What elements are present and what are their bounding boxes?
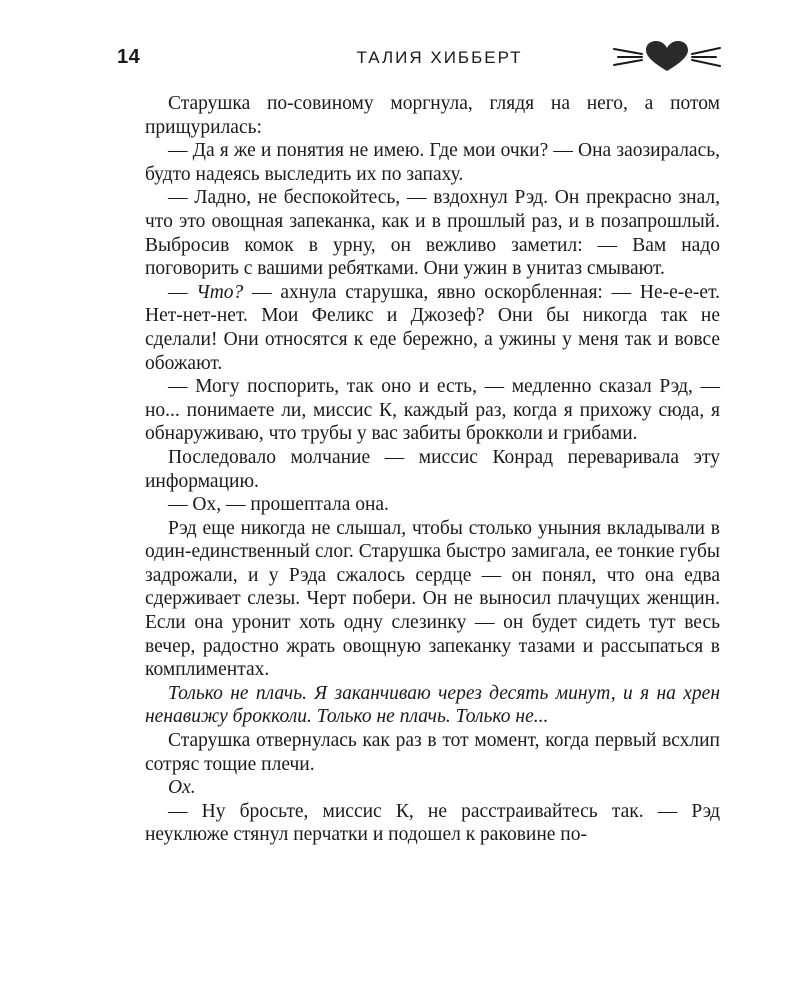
page-header: [117, 36, 722, 86]
paragraph: [145, 281, 720, 375]
paragraph: Последовало молчание — миссис Конрад переваривала эту информацию.: [145, 446, 720, 492]
paragraph-segment: —: [168, 281, 197, 303]
paragraph: — Могу поспорить, так оно и есть, — медленно сказал Рэд, — но... понимаете ли, миссис К, каждый раз, когда я прихожу сюда, я обнаруживаю, что трубы у вас забиты брокколи и грибами.: [145, 376, 720, 445]
paragraph: — Да я же и понятия не имею. Где мои очки? — Она заозиралась, будто надеясь выследить их по запаху.: [145, 140, 720, 185]
emphasis: Что?: [196, 281, 244, 303]
italic-paragraph: Только не плачь. Я заканчиваю через десять минут, и я на хрен ненавижу брокколи. Только не плачь. Только не...: [145, 682, 720, 728]
paragraph: — Ладно, не беспокойтесь, — вздохнул Рэд. Он прекрасно знал, что это овощная запеканка, как и в прошлый раз, и в позапрошлый. Выбросив комок в урну, он вежливо заметил: — Вам надо поговорить с вашими ребятками. Они ужин в унитаз смывают.: [145, 187, 720, 280]
paragraph: — Ох, — прошептала она.: [168, 494, 389, 516]
page-number: 14: [117, 46, 141, 68]
italic-paragraph: Ох.: [168, 777, 196, 799]
running-title: ТАЛИЯ ХИББЕРТ: [356, 48, 523, 67]
text-body: [145, 92, 720, 847]
paragraph: Старушка по-совиному моргнула, глядя на него, а потом прищурилась:: [145, 93, 720, 138]
paragraph: Рэд еще никогда не слышал, чтобы столько уныния вкладывали в один-единственный слог. Старушка быстро замигала, ее тонкие губы задрожали, и у Рэда сжалось сердце — он понял, что она едва сдерживает слезы. Черт побери. Он не выносил плачущих женщин. Если она уронит хоть одну слезинку — он будет сидеть тут весь вечер, радостно жрать овощную запеканку тазами и рассыпаться в комплиментах.: [145, 517, 720, 681]
paragraph: — Ну бросьте, миссис К, не расстраивайтесь так. — Рэд неуклюже стянул перчатки и подошел к раковине по-: [145, 800, 720, 846]
paragraph: Старушка отвернулась как раз в тот момент, когда первый всхлип сотряс тощие плечи.: [145, 730, 720, 775]
heart-with-lines-icon: [612, 40, 722, 74]
paragraph-segment: — ахнула старушка, явно оскорбленная: — Не-е-е-ет. Нет-нет-нет. Мои Феликс и Джозеф? Они бы никогда так не сделали! Они относятся к еде бережно, а ужины у меня так и вовсе обожают.: [145, 281, 720, 374]
